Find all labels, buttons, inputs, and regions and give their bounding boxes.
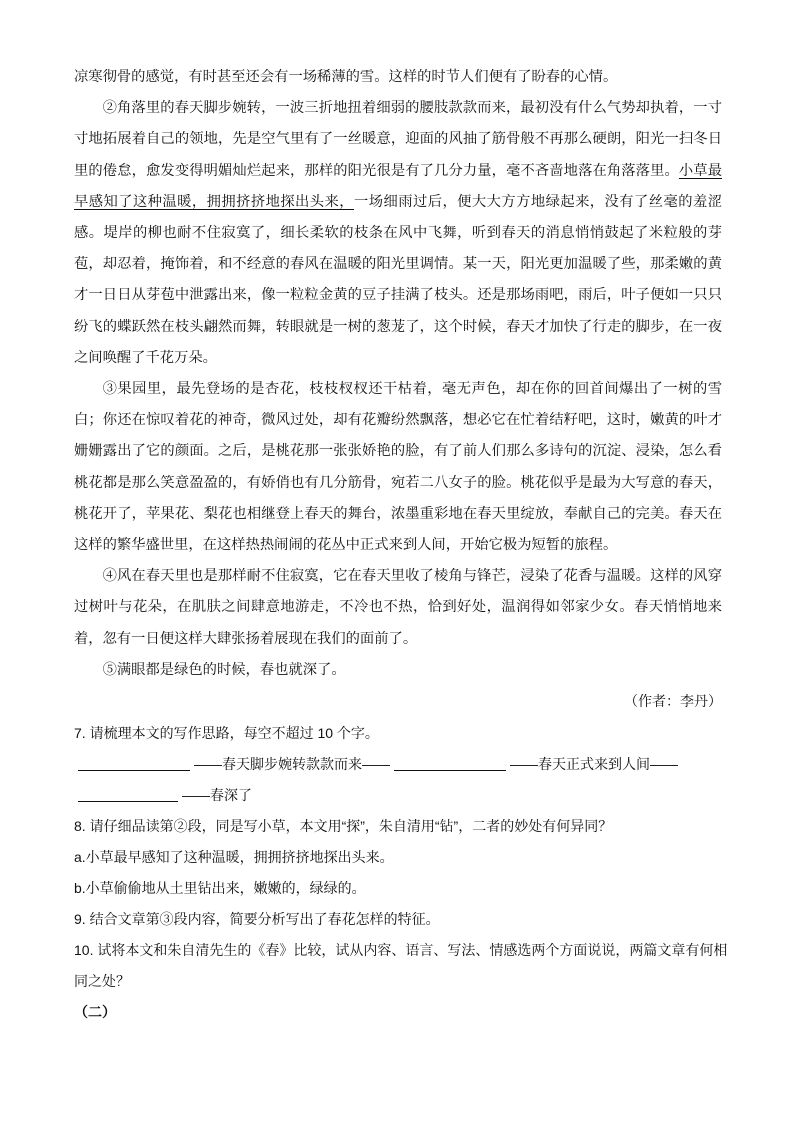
section-heading: （二） bbox=[74, 1004, 116, 1020]
answer-blank-1[interactable] bbox=[78, 754, 190, 771]
paragraph-4: ④风在春天里也是那样耐不住寂寞，它在春天里收了棱角与锋芒，浸染了花香与温暖。这样的风穿过树叶与花朵，在肌肤之间肆意地游走，不冷也不热，恰到好处，温润得如邻家少女。春天悄悄地来着，忽有一日便这样大肆张扬着展现在我们的面前了。 bbox=[74, 568, 722, 647]
author-credit: （作者：李丹） bbox=[624, 693, 722, 710]
paragraph-2 bbox=[74, 93, 722, 374]
question-9: 9. 结合文章第③段内容，简要分析写出了春花怎样的特征。 bbox=[74, 911, 440, 927]
paragraph-1-tail: 凉寒彻骨的感觉，有时甚至还会有一场稀薄的雪。这样的时节人们便有了盼春的心情。 bbox=[74, 69, 618, 85]
paragraph-3: ③果园里，最先登场的是杏花，枝枝杈杈还干枯着，毫无声色，却在你的回首间爆出了一树的雪白；你还在惊叹着花的神奇，微风过处，却有花瓣纷然飘落，想必它在忙着结籽吧，这时，嫩黄的叶才姗姗露出了它的颜面。之后，是桃花那一张张娇艳的脸，有了前人们那么多诗句的沉淀、浸染，怎么看桃花都是那么笑意盈盈的，有娇俏也有几分筋骨，宛若二八女子的脸。桃花似乎是最为大写意的春天，桃花开了，苹果花、梨花也相继登上春天的舞台，浓墨重彩地在春天里绽放，奉献自己的完美。春天在这样的繁华盛世里，在这样热热闹闹的花丛中正式来到人间，开始它极为短暂的旅程。 bbox=[74, 381, 722, 554]
underlined-sentence: 小草最早感知了这种温暖，拥拥挤挤地探出头来， bbox=[74, 162, 723, 210]
question-8-option-a: a.小草最早感知了这种温暖，拥拥挤挤地探出头来。 bbox=[74, 849, 394, 865]
flow-step-1: ——春天脚步婉转款款而来—— bbox=[194, 756, 390, 772]
question-7: 7. 请梳理本文的写作思路，每空不超过 10 个字。 bbox=[74, 725, 379, 741]
questions-section bbox=[74, 718, 734, 1028]
paragraph-2-head: ②角落里的春天脚步婉转，一波三折地扭着细弱的腰肢款款而来，最初没有什么气势却执着，一寸寸地拓展着自己的领地，先是空气里有了一丝暖意，迎面的风抽了筋骨般不再那么硬朗，阳光一扫冬日里的倦怠，愈发变得明媚灿烂起来，那样的阳光很是有了几分力量，毫不吝啬地落在角落落里。 bbox=[74, 100, 722, 179]
question-7-blanks-line-1 bbox=[74, 749, 734, 780]
answer-blank-3[interactable] bbox=[78, 785, 178, 802]
paragraph-2-tail: 一场细雨过后，便大大方方地绿起来，没有了丝毫的羞涩感。堤岸的柳也耐不住寂寞了，细长柔软的枝条在风中飞舞，听到春天的消息悄悄鼓起了米粒般的芽苞，却忍着，掩饰着，和不经意的春风在温暖的阳光里调情。某一天，阳光更加温暖了些，那柔嫩的黄才一日日从芽苞中泄露出来，像一粒粒金黄的豆子挂满了枝头。还是那场雨吧，雨后，叶子便如一只只纷飞的蝶跃然在枝头翩然而舞，转眼就是一树的葱茏了，这个时候，春天才加快了行走的脚步，在一夜之间唤醒了千花万朵。 bbox=[74, 193, 723, 366]
question-7-blanks-line-2 bbox=[74, 780, 734, 811]
question-8-option-b: b.小草偷偷地从土里钻出来，嫩嫩的，绿绿的。 bbox=[74, 880, 366, 896]
answer-blank-2[interactable] bbox=[394, 754, 506, 771]
question-8: 8. 请仔细品读第②段，同是写小草，本文用“探”，朱自清用“钻”，二者的妙处有何异同？ bbox=[74, 818, 613, 834]
flow-step-3: ——春深了 bbox=[182, 787, 252, 803]
flow-step-2: ——春天正式来到人间—— bbox=[510, 756, 678, 772]
paragraph-5: ⑤满眼都是绿色的时候，春也就深了。 bbox=[102, 661, 346, 678]
question-10: 10. 试将本文和朱自清先生的《春》比较，试从内容、语言、写法、情感选两个方面说说，两篇文章有何相同之处？ bbox=[74, 942, 728, 989]
reading-passage bbox=[74, 62, 722, 717]
